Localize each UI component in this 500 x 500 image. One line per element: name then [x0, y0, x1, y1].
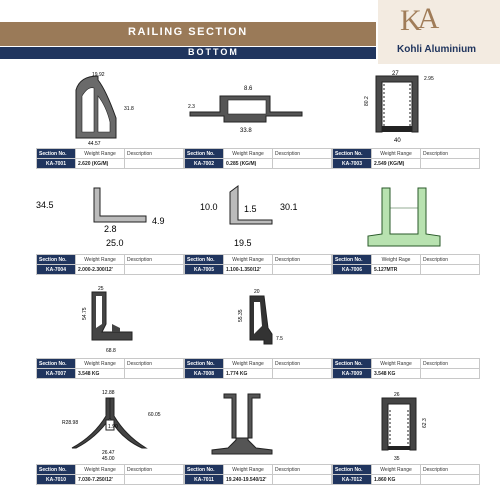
weight-value: 3.548 KG — [372, 369, 421, 379]
header-description: Description — [125, 359, 184, 369]
description-value — [125, 265, 184, 275]
dim-label: 27 — [392, 71, 399, 77]
dim-label: 45.00 — [102, 456, 115, 462]
weight-value: 0.285 (KG/M) — [224, 159, 273, 169]
brand-name: Kohli Aluminium — [397, 44, 477, 55]
dim-label: 68.8 — [106, 348, 116, 354]
header-description: Description — [125, 255, 184, 265]
section-code: KA-7009 — [333, 369, 372, 379]
section-code: KA-7001 — [37, 159, 76, 169]
header-description: Description — [421, 465, 480, 475]
header-section-no: Section No. — [37, 465, 76, 475]
dim-label: 31.8 — [124, 106, 134, 112]
weight-value: 5.127MTR — [372, 265, 421, 275]
profile-drawing-7010 — [36, 388, 186, 464]
dim-label: 26 — [394, 392, 400, 398]
profile-drawing-7006 — [332, 182, 482, 252]
dim-label: 30.1 — [280, 202, 298, 212]
dim-label: 54.75 — [82, 307, 88, 320]
spec-table-7001 — [36, 148, 184, 169]
spec-table-7002 — [184, 148, 332, 169]
spec-table-7009 — [332, 358, 480, 379]
header-weight: Weight Range — [372, 149, 421, 159]
weight-value: 1.100-1.350/12' — [224, 265, 273, 275]
weight-value: 3.548 KG — [76, 369, 125, 379]
header-description: Description — [273, 255, 332, 265]
header-description: Description — [273, 465, 332, 475]
profile-drawing-7005 — [184, 182, 334, 252]
dim-label: 12.88 — [102, 390, 115, 396]
header-section-no: Section No. — [185, 149, 224, 159]
header-description: Description — [421, 149, 480, 159]
section-card-7006 — [332, 182, 482, 257]
weight-value: 2.549 (KG/M) — [372, 159, 421, 169]
section-code: KA-7002 — [185, 159, 224, 169]
header-description: Description — [125, 465, 184, 475]
section-code: KA-7011 — [185, 475, 224, 485]
section-code: KA-7010 — [37, 475, 76, 485]
dim-label: 2.8 — [104, 224, 117, 234]
spec-table-7005 — [184, 254, 332, 275]
description-value — [421, 369, 480, 379]
description-value — [125, 369, 184, 379]
header-description: Description — [273, 149, 332, 159]
profile-drawing-7008 — [184, 284, 334, 358]
section-code: KA-7004 — [37, 265, 76, 275]
weight-value: 1.774 KG — [224, 369, 273, 379]
profile-drawing-7002 — [184, 70, 334, 146]
spec-table-7011 — [184, 464, 332, 485]
spec-table-7010 — [36, 464, 184, 485]
brand-logo-mark: KA — [400, 2, 436, 37]
section-card-7004 — [36, 182, 186, 257]
section-card-7010 — [36, 388, 186, 469]
description-value — [421, 159, 480, 169]
section-card-7003 — [332, 70, 482, 151]
section-code: KA-7008 — [185, 369, 224, 379]
dim-label: 44.57 — [88, 141, 101, 146]
description-value — [125, 159, 184, 169]
dim-label: 2.95 — [424, 76, 434, 82]
dim-label: R28.98 — [62, 420, 79, 426]
dim-label: 7.5 — [276, 336, 283, 342]
header-weight: Weight Range — [372, 359, 421, 369]
header-section-no: Section No. — [37, 149, 76, 159]
dim-label: 10.0 — [200, 202, 218, 212]
section-code: KA-7003 — [333, 159, 372, 169]
weight-value: 1.860 KG — [372, 475, 421, 485]
section-code: KA-7005 — [185, 265, 224, 275]
section-card-7001 — [36, 70, 186, 151]
header-section-no: Section No. — [37, 359, 76, 369]
description-value — [421, 265, 480, 275]
dim-label: 60.05 — [148, 412, 161, 418]
spec-table-7012 — [332, 464, 480, 485]
dim-label: 4.9 — [152, 216, 165, 226]
description-value — [273, 369, 332, 379]
section-card-7005 — [184, 182, 334, 257]
header-weight: Weight Range — [224, 149, 273, 159]
section-card-7007 — [36, 284, 186, 363]
dim-label: 19.5 — [234, 238, 252, 248]
dim-label: 62.3 — [422, 418, 428, 428]
weight-value: 19.240-19.540/12' — [224, 475, 273, 485]
weight-value: 2.000-2.300/12' — [76, 265, 125, 275]
header-weight: Weight Range — [76, 359, 125, 369]
profile-drawing-7012 — [332, 388, 482, 464]
profile-drawing-7004 — [36, 182, 186, 252]
header-section-no: Section No. — [185, 359, 224, 369]
section-code: KA-7007 — [37, 369, 76, 379]
description-value — [273, 475, 332, 485]
description-value — [273, 265, 332, 275]
dim-label: 25 — [98, 286, 104, 292]
header-section-no: Section No. — [333, 465, 372, 475]
header-description: Description — [421, 359, 480, 369]
dim-label: 8.6 — [244, 86, 253, 92]
section-card-7002 — [184, 70, 334, 151]
section-card-7008 — [184, 284, 334, 363]
header-section-no: Section No. — [185, 255, 224, 265]
description-value — [125, 475, 184, 485]
header-weight: Weight Range — [76, 465, 125, 475]
header-section-no: Section No. — [333, 255, 372, 265]
header-description: Description — [125, 149, 184, 159]
header-weight: Weight Rage — [372, 255, 421, 265]
header-section-no: Section No. — [37, 255, 76, 265]
section-code: KA-7006 — [333, 265, 372, 275]
header-weight: Weight Range — [224, 465, 273, 475]
header-section-no: Section No. — [333, 359, 372, 369]
header-description: Description — [421, 255, 480, 265]
header-weight: Weight Range — [224, 359, 273, 369]
header-weight: Weight Range — [76, 255, 125, 265]
dim-label: 80.2 — [364, 96, 370, 106]
dim-label: 1.90 — [108, 424, 118, 430]
dim-label: 55.35 — [238, 309, 244, 322]
header-description: Description — [273, 359, 332, 369]
header-weight: Weight Range — [76, 149, 125, 159]
dim-label: 2.3 — [188, 104, 195, 110]
weight-value: 7.030-7.250/12' — [76, 475, 125, 485]
spec-table-7008 — [184, 358, 332, 379]
dim-label: 33.8 — [240, 128, 252, 134]
profile-drawing-7011 — [184, 388, 334, 464]
dim-label: 35 — [394, 456, 400, 462]
header-section-no: Section No. — [185, 465, 224, 475]
section-code: KA-7012 — [333, 475, 372, 485]
section-card-7011 — [184, 388, 334, 469]
page-subtitle: BOTTOM — [188, 47, 239, 57]
dim-label: 34.5 — [36, 200, 54, 210]
header-weight: Weight Range — [372, 465, 421, 475]
profile-drawing-7001 — [36, 70, 186, 146]
header-section-no: Section No. — [333, 149, 372, 159]
profile-drawing-7007 — [36, 284, 186, 358]
header-weight: Weight Range — [224, 255, 273, 265]
page-title: RAILING SECTION — [128, 26, 248, 38]
description-value — [273, 159, 332, 169]
section-card-7012 — [332, 388, 482, 469]
dim-label: 1.5 — [244, 204, 257, 214]
dim-label: 26.47 — [102, 450, 115, 456]
spec-table-7004 — [36, 254, 184, 275]
profile-drawing-7003 — [332, 70, 482, 146]
dim-label: 20 — [254, 289, 260, 295]
spec-table-7003 — [332, 148, 480, 169]
dim-label: 19.92 — [92, 72, 105, 78]
weight-value: 2.620 (KG/M) — [76, 159, 125, 169]
dim-label: 25.0 — [106, 238, 124, 248]
description-value — [421, 475, 480, 485]
spec-table-7006 — [332, 254, 480, 275]
dim-label: 40 — [394, 138, 401, 144]
spec-table-7007 — [36, 358, 184, 379]
